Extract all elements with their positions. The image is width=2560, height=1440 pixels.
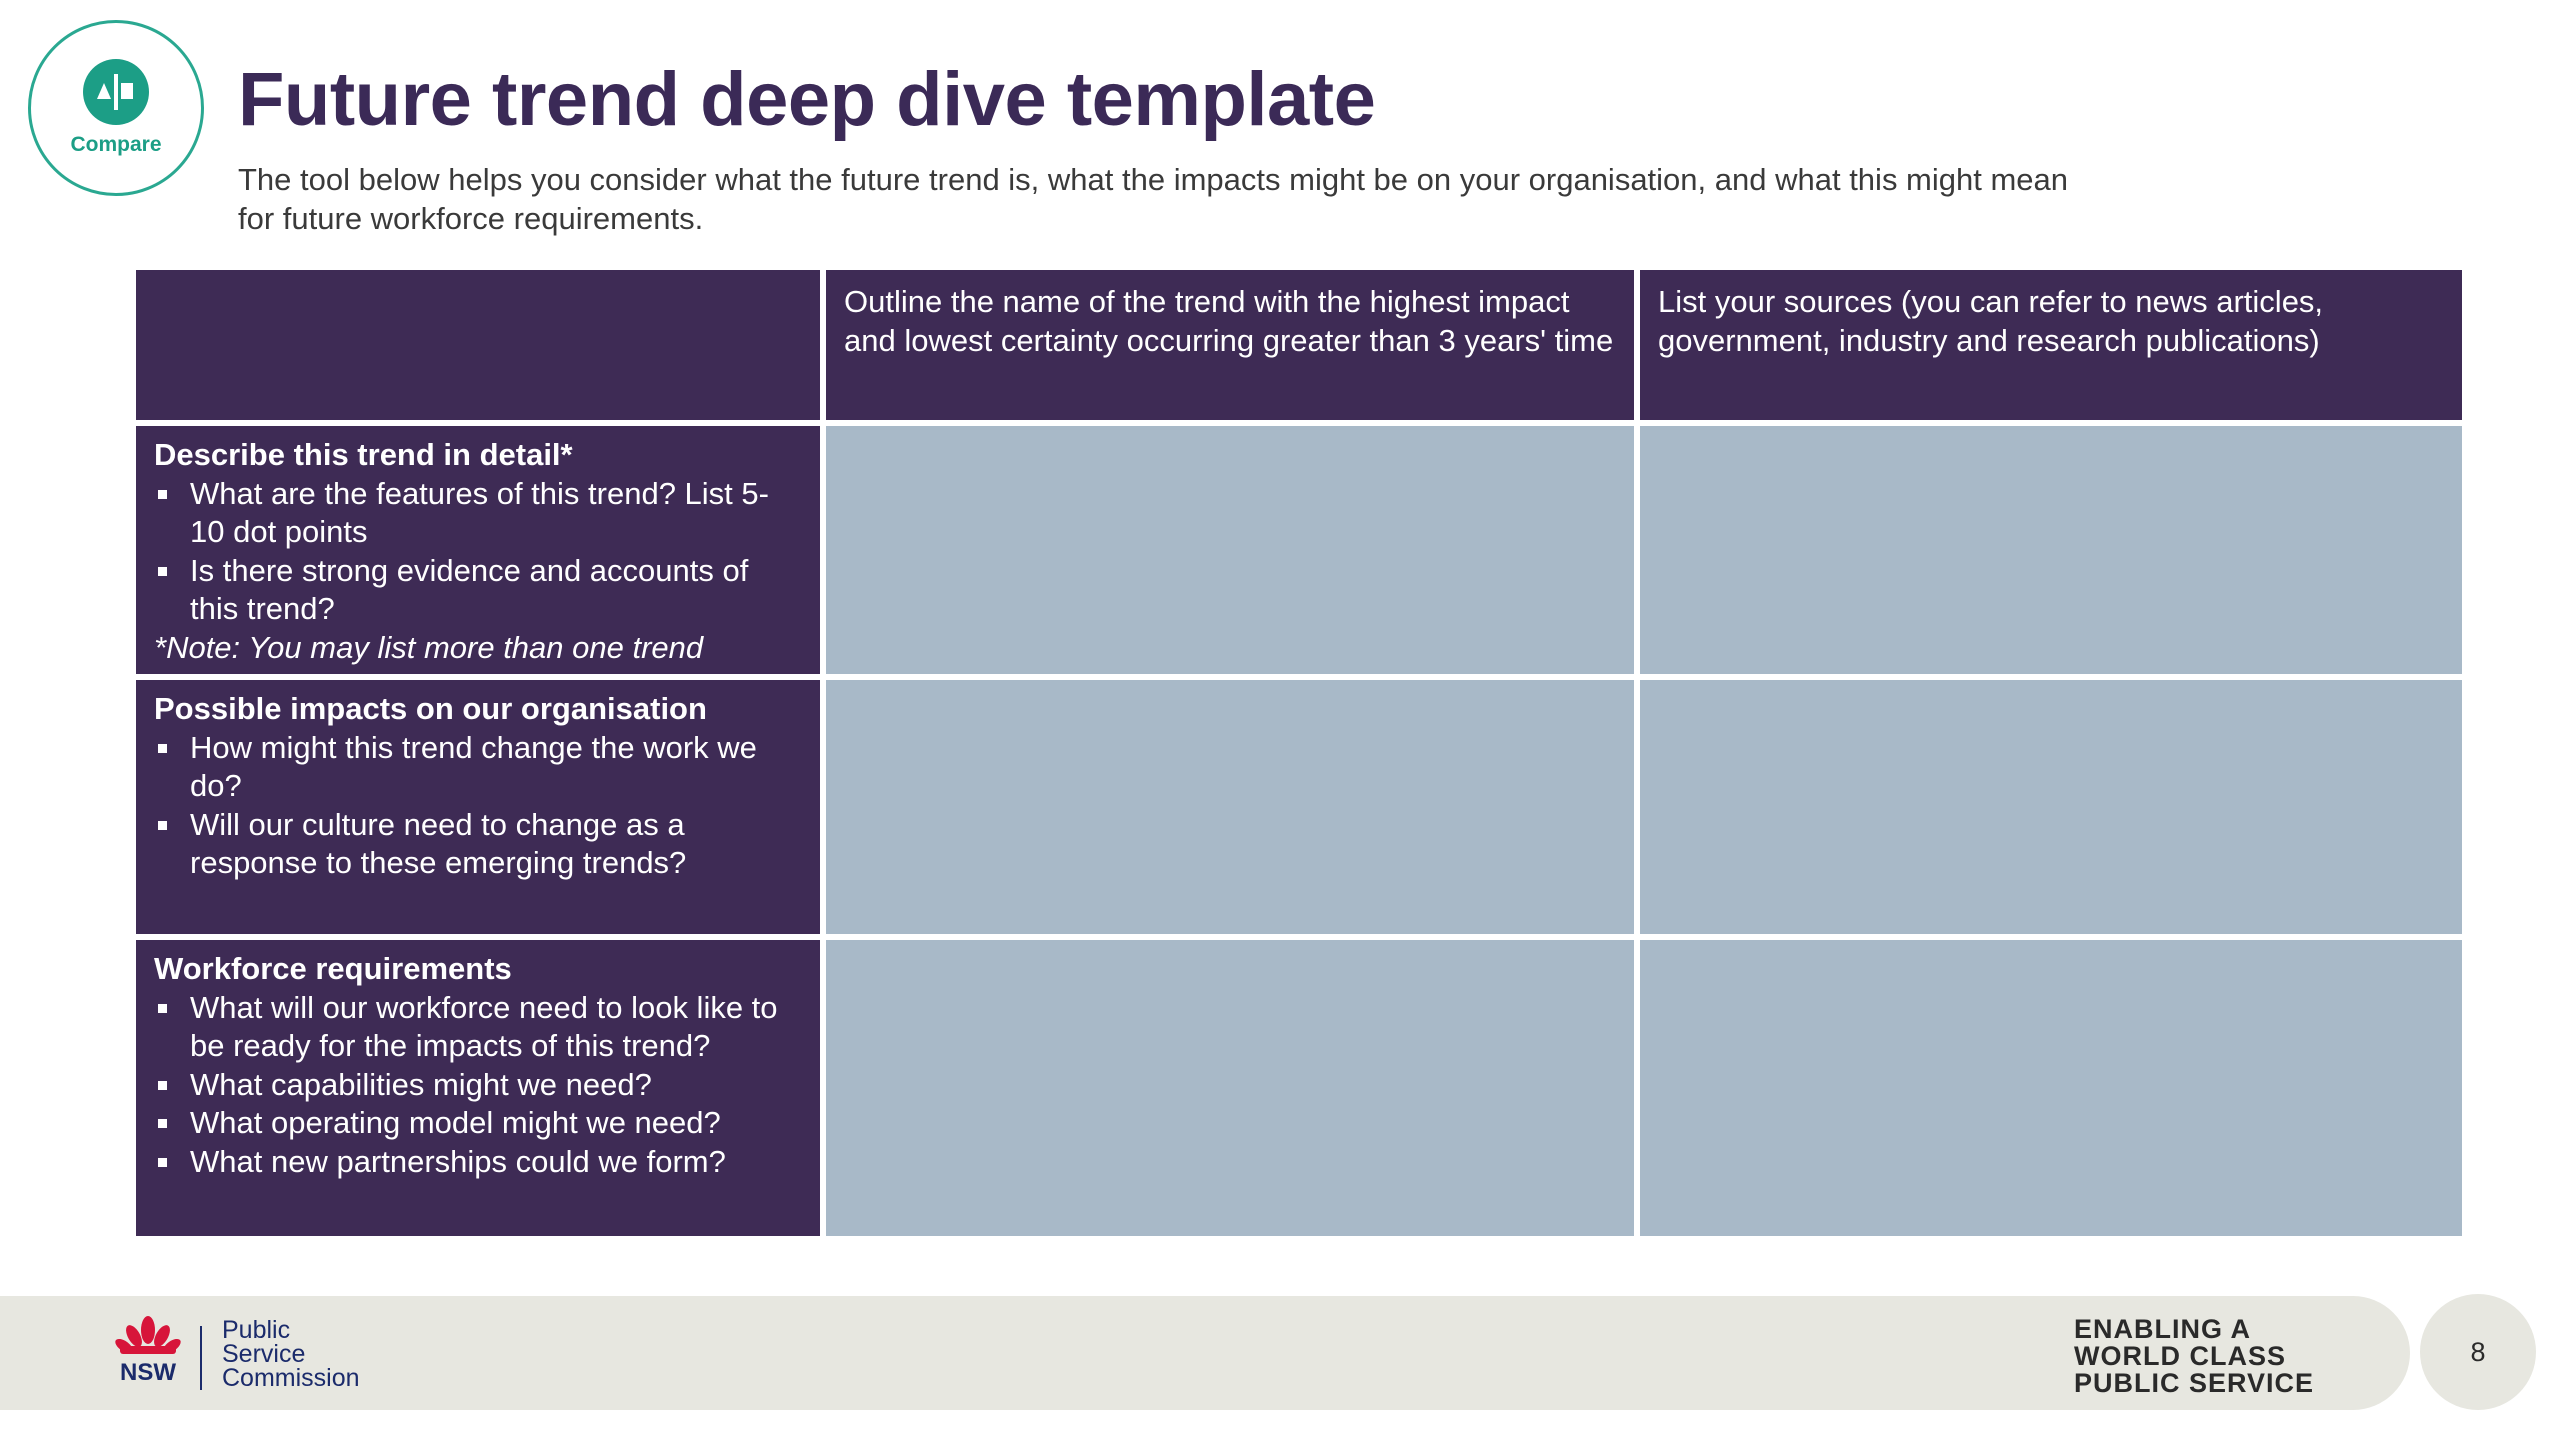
bullet-item: What capabilities might we need? xyxy=(154,1066,802,1105)
compare-icon xyxy=(83,59,149,125)
nsw-government-logo xyxy=(112,1314,184,1396)
input-cell-workforce-sources[interactable] xyxy=(1640,940,2462,1236)
psc-line: Public xyxy=(222,1316,291,1344)
row-title: Possible impacts on our organisation xyxy=(154,691,707,726)
header-cell-trend-name: Outline the name of the trend with the highest impact and lowest certainty occurring greater than 3 years' time xyxy=(826,270,1634,420)
footer-tagline xyxy=(2074,1316,2314,1397)
row-title: Workforce requirements xyxy=(154,951,512,986)
badge-label: Compare xyxy=(70,133,162,156)
psc-line: Service xyxy=(222,1340,306,1368)
header-cell-sources: List your sources (you can refer to news articles, government, industry and research publications) xyxy=(1640,270,2462,420)
bullet-list xyxy=(154,989,802,1182)
tagline-line: PUBLIC SERVICE xyxy=(2074,1368,2315,1398)
logo-divider xyxy=(200,1326,202,1390)
header-cell-empty xyxy=(136,270,820,420)
bullet-item: Will our culture need to change as a response to these emerging trends? xyxy=(154,806,802,883)
input-cell-impacts-trend-name[interactable] xyxy=(826,680,1634,934)
compare-badge xyxy=(28,20,204,196)
bullet-item: How might this trend change the work we do? xyxy=(154,729,802,806)
row-title: Describe this trend in detail* xyxy=(154,437,573,472)
input-cell-describe-trend-sources[interactable] xyxy=(1640,426,2462,674)
row-label-describe-trend xyxy=(136,426,820,674)
input-cell-describe-trend-name[interactable] xyxy=(826,426,1634,674)
page-subtitle: The tool below helps you consider what the future trend is, what the impacts might be on your organisation, and what this might mean for future workforce requirements. xyxy=(238,162,2069,236)
page-title: Future trend deep dive template xyxy=(238,57,1376,142)
bullet-item: Is there strong evidence and accounts of this trend? xyxy=(154,552,802,629)
row-label-possible-impacts xyxy=(136,680,820,934)
tagline-line: WORLD CLASS xyxy=(2074,1341,2286,1371)
nsw-logo-text: NSW xyxy=(120,1359,176,1386)
input-cell-workforce-trend-name[interactable] xyxy=(826,940,1634,1236)
row-label-workforce-requirements xyxy=(136,940,820,1236)
row-note: *Note: You may list more than one trend xyxy=(154,629,704,665)
bullet-item: What operating model might we need? xyxy=(154,1104,802,1143)
bullet-item: What are the features of this trend? List 5-10 dot points xyxy=(154,475,802,552)
footer-bar xyxy=(0,1296,2410,1410)
bullet-item: What new partnerships could we form? xyxy=(154,1143,802,1182)
template-table xyxy=(136,270,2456,1236)
psc-wordmark xyxy=(222,1318,360,1390)
bullet-list xyxy=(154,475,802,629)
input-cell-impacts-sources[interactable] xyxy=(1640,680,2462,934)
psc-line: Commission xyxy=(222,1364,360,1392)
tagline-line: ENABLING A xyxy=(2074,1314,2251,1344)
bullet-item: What will our workforce need to look like to be ready for the impacts of this trend? xyxy=(154,989,802,1066)
page-number: 8 xyxy=(2420,1294,2536,1410)
bullet-list xyxy=(154,729,802,883)
